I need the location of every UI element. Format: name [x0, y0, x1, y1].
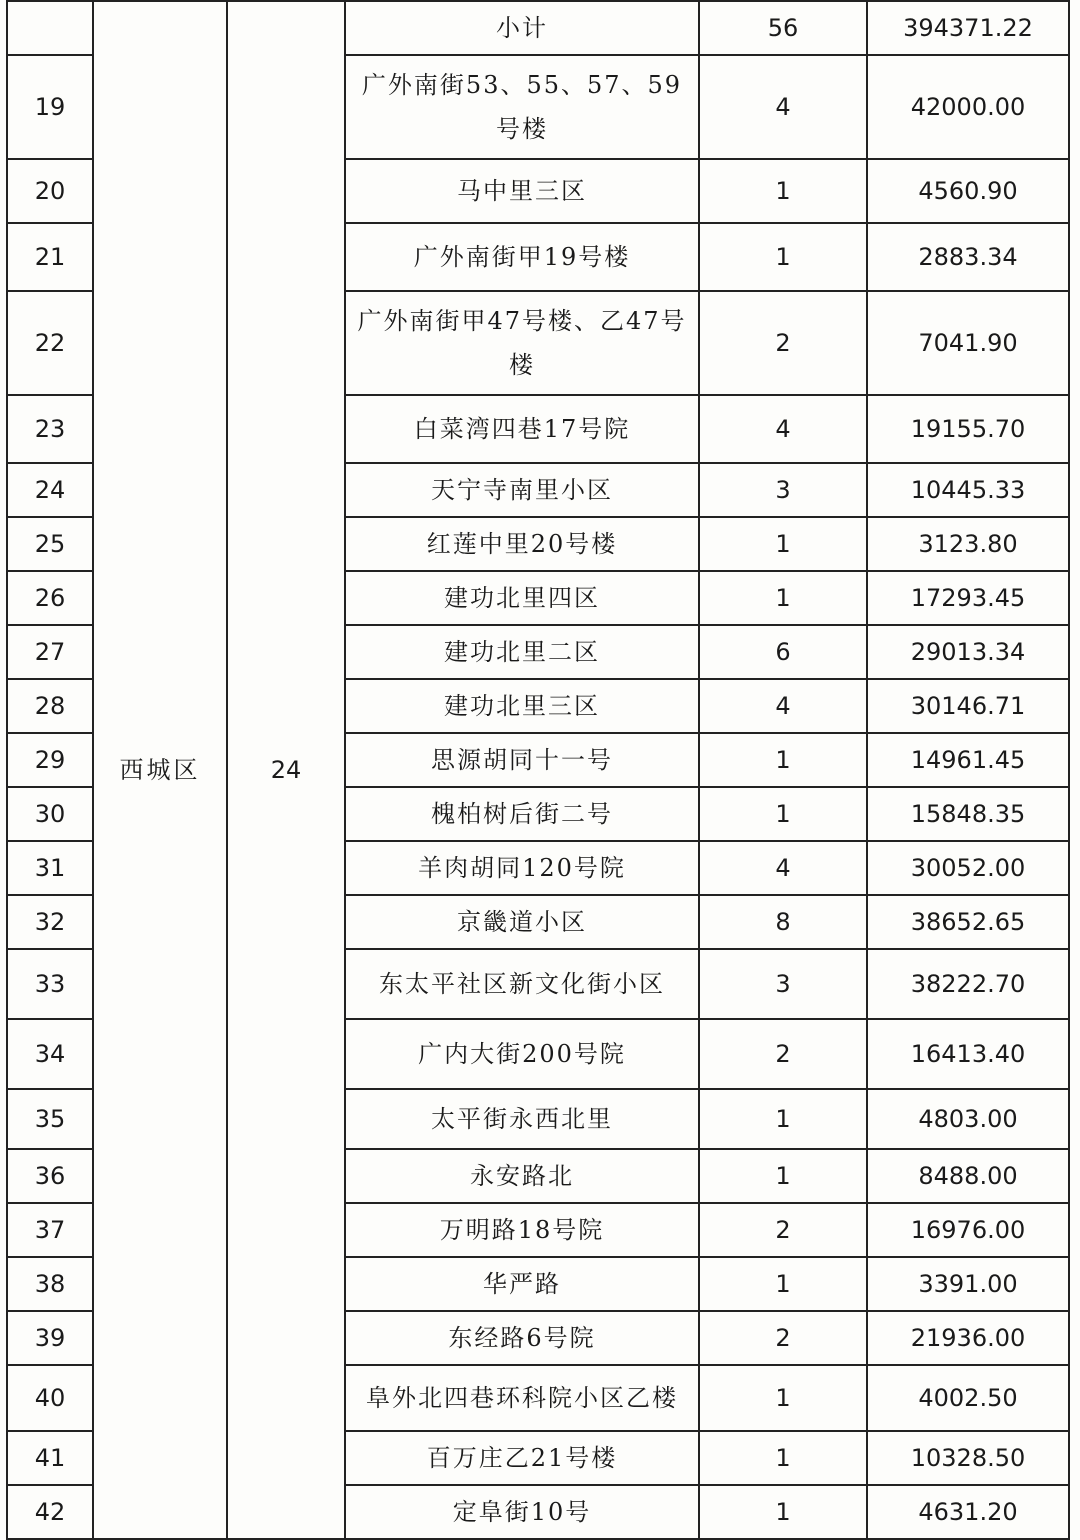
community-name: 东经路6号院 — [345, 1311, 699, 1365]
community-name: 广外南街甲47号楼、乙47号楼 — [345, 291, 699, 395]
building-count: 1 — [699, 733, 867, 787]
floor-area: 30052.00 — [867, 841, 1069, 895]
community-name: 广内大街200号院 — [345, 1019, 699, 1089]
row-number: 42 — [7, 1485, 93, 1539]
floor-area: 4631.20 — [867, 1485, 1069, 1539]
community-name: 百万庄乙21号楼 — [345, 1431, 699, 1485]
row-number: 27 — [7, 625, 93, 679]
floor-area: 8488.00 — [867, 1149, 1069, 1203]
floor-area: 17293.45 — [867, 571, 1069, 625]
floor-area: 3123.80 — [867, 517, 1069, 571]
community-name: 思源胡同十一号 — [345, 733, 699, 787]
building-count: 4 — [699, 679, 867, 733]
building-count: 1 — [699, 517, 867, 571]
community-name: 华严路 — [345, 1257, 699, 1311]
row-number: 36 — [7, 1149, 93, 1203]
building-count: 2 — [699, 1019, 867, 1089]
building-count: 4 — [699, 841, 867, 895]
floor-area: 4560.90 — [867, 159, 1069, 223]
community-name: 定阜街10号 — [345, 1485, 699, 1539]
row-number: 28 — [7, 679, 93, 733]
row-number: 26 — [7, 571, 93, 625]
row-number: 40 — [7, 1365, 93, 1431]
row-number: 32 — [7, 895, 93, 949]
community-table — [6, 0, 1070, 1540]
building-count: 2 — [699, 1203, 867, 1257]
district-total-cell: 24 — [227, 1, 345, 1539]
floor-area: 2883.34 — [867, 223, 1069, 291]
row-number: 24 — [7, 463, 93, 517]
building-count: 4 — [699, 55, 867, 159]
building-count: 2 — [699, 1311, 867, 1365]
row-number: 25 — [7, 517, 93, 571]
community-name: 羊肉胡同120号院 — [345, 841, 699, 895]
floor-area: 16413.40 — [867, 1019, 1069, 1089]
building-count: 1 — [699, 1257, 867, 1311]
row-number: 30 — [7, 787, 93, 841]
building-count: 3 — [699, 949, 867, 1019]
floor-area: 7041.90 — [867, 291, 1069, 395]
building-count: 8 — [699, 895, 867, 949]
building-count: 1 — [699, 787, 867, 841]
row-number: 20 — [7, 159, 93, 223]
row-number: 39 — [7, 1311, 93, 1365]
community-name: 阜外北四巷环科院小区乙楼 — [345, 1365, 699, 1431]
building-count: 1 — [699, 1431, 867, 1485]
floor-area: 38222.70 — [867, 949, 1069, 1019]
subtotal-count: 56 — [699, 1, 867, 55]
floor-area: 10328.50 — [867, 1431, 1069, 1485]
community-name: 建功北里二区 — [345, 625, 699, 679]
floor-area: 30146.71 — [867, 679, 1069, 733]
community-name: 永安路北 — [345, 1149, 699, 1203]
community-name: 槐柏树后街二号 — [345, 787, 699, 841]
subtotal-row — [7, 1, 1069, 55]
row-number: 41 — [7, 1431, 93, 1485]
row-number: 22 — [7, 291, 93, 395]
row-number: 19 — [7, 55, 93, 159]
row-number: 38 — [7, 1257, 93, 1311]
floor-area: 21936.00 — [867, 1311, 1069, 1365]
building-count: 2 — [699, 291, 867, 395]
building-count: 1 — [699, 1149, 867, 1203]
floor-area: 16976.00 — [867, 1203, 1069, 1257]
row-number: 34 — [7, 1019, 93, 1089]
building-count: 1 — [699, 571, 867, 625]
community-name: 建功北里三区 — [345, 679, 699, 733]
row-number: 35 — [7, 1089, 93, 1149]
building-count: 6 — [699, 625, 867, 679]
district-cell: 西城区 — [93, 1, 227, 1539]
building-count: 1 — [699, 1485, 867, 1539]
community-name: 广外南街甲19号楼 — [345, 223, 699, 291]
building-count: 3 — [699, 463, 867, 517]
building-count: 1 — [699, 159, 867, 223]
community-name: 马中里三区 — [345, 159, 699, 223]
building-count: 4 — [699, 395, 867, 463]
subtotal-area: 394371.22 — [867, 1, 1069, 55]
community-name: 建功北里四区 — [345, 571, 699, 625]
floor-area: 15848.35 — [867, 787, 1069, 841]
community-name: 天宁寺南里小区 — [345, 463, 699, 517]
row-number: 33 — [7, 949, 93, 1019]
community-name: 红莲中里20号楼 — [345, 517, 699, 571]
community-name: 京畿道小区 — [345, 895, 699, 949]
row-number: 29 — [7, 733, 93, 787]
floor-area: 29013.34 — [867, 625, 1069, 679]
community-name: 万明路18号院 — [345, 1203, 699, 1257]
floor-area: 4803.00 — [867, 1089, 1069, 1149]
row-number: 21 — [7, 223, 93, 291]
floor-area: 19155.70 — [867, 395, 1069, 463]
empty-cell — [7, 1, 93, 55]
community-name: 广外南街53、55、57、59号楼 — [345, 55, 699, 159]
floor-area: 38652.65 — [867, 895, 1069, 949]
building-count: 1 — [699, 1089, 867, 1149]
row-number: 31 — [7, 841, 93, 895]
community-name: 白菜湾四巷17号院 — [345, 395, 699, 463]
floor-area: 3391.00 — [867, 1257, 1069, 1311]
floor-area: 42000.00 — [867, 55, 1069, 159]
building-count: 1 — [699, 223, 867, 291]
building-count: 1 — [699, 1365, 867, 1431]
floor-area: 4002.50 — [867, 1365, 1069, 1431]
floor-area: 10445.33 — [867, 463, 1069, 517]
community-name: 太平街永西北里 — [345, 1089, 699, 1149]
floor-area: 14961.45 — [867, 733, 1069, 787]
row-number: 23 — [7, 395, 93, 463]
row-number: 37 — [7, 1203, 93, 1257]
subtotal-label: 小计 — [345, 1, 699, 55]
community-name: 东太平社区新文化街小区 — [345, 949, 699, 1019]
